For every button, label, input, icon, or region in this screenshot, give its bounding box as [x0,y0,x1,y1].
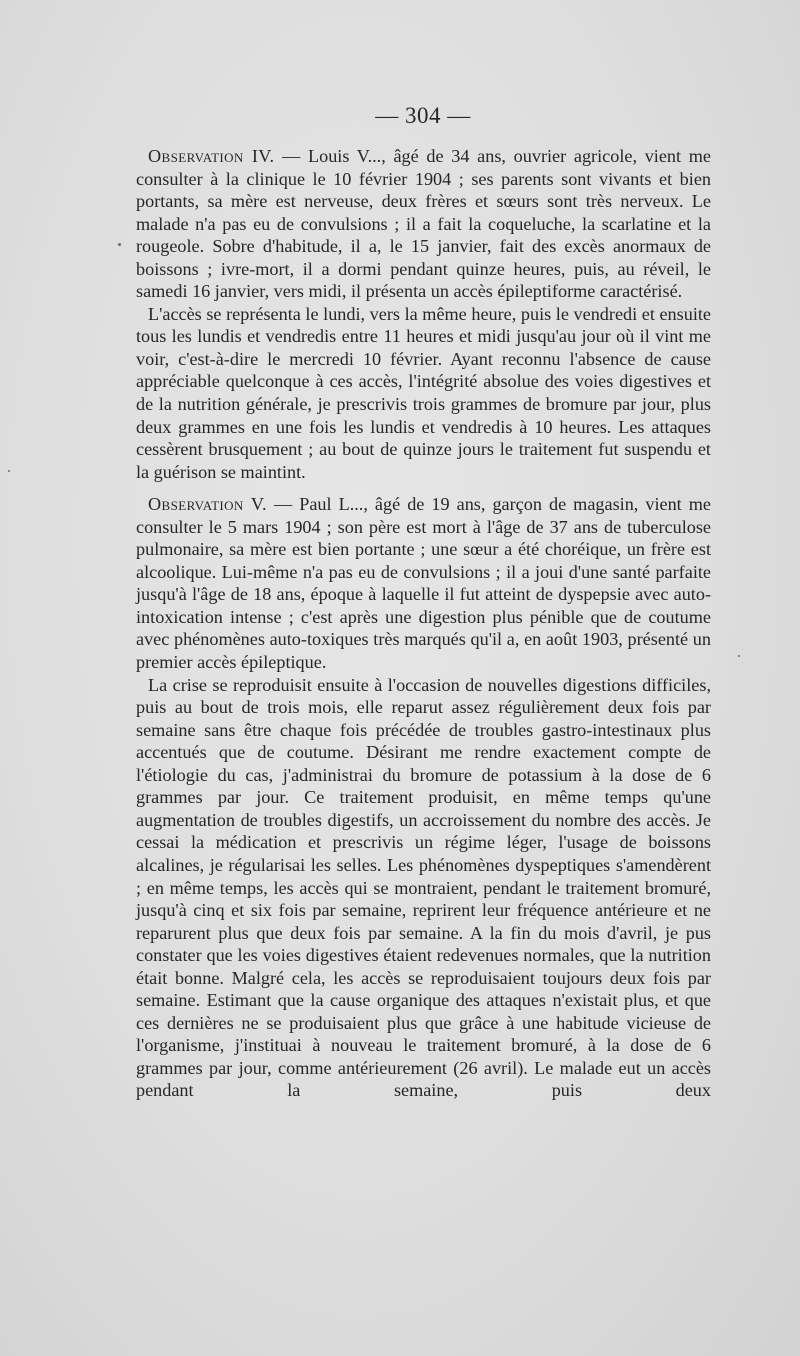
body-text [136,145,711,1102]
paper-speck [8,470,10,472]
observation-v-paragraph-2: La crise se reproduisit ensuite à l'occasion de nouvelles digestions difficiles, puis au bout de trois mois, elle reparut assez régulièrement deux fois par semaine sans être chaque fois précédée de troubles gastro-intestinaux plus accentués que de coutume. Désirant me rendre exactement compte de l'étiologie du cas, j'administrai du bromure de potassium à la dose de 6 grammes par jour. Ce traitement produisit, en même temps qu'une augmentation de troubles digestifs, un accroissement du nombre des accès. Je cessai la médication et prescrivis un régime léger, l'usage de boissons alcalines, je régularisai les selles. Les phénomènes dyspeptiques s'amendèrent ; en même temps, les accès qui se montraient, pendant le traitement bromuré, jusqu'à cinq et six fois par semaine, reprirent leur fréquence antérieure et ne reparurent plus que deux fois par semaine. A la fin du mois d'avril, je pus constater que les voies digestives étaient redevenues normales, que la nutrition était bonne. Malgré cela, les accès se reproduisaient toujours deux fois par semaine. Estimant que la cause organique des attaques n'existait plus, et que ces dernières ne se produisaient plus que grâce à une habitude vicieuse de l'organisme, j'instituai à nouveau le traitement bromuré, à la dose de 6 grammes par jour, comme antérieurement (26 avril). Le malade eut un accès pendant la semaine, puis deux [136,674,711,1101]
observation-v-text-1: — Paul L..., âgé de 19 ans, garçon de magasin, vient me consulter le 5 mars 1904 ; son père est mort à l'âge de 37 ans de tuberculose pulmonaire, sa mère est bien portante ; une sœur a été choréique, un frère est alcoolique. Lui-même n'a pas eu de convulsions ; il a joui d'une santé parfaite jusqu'à l'âge de 18 ans, époque à laquelle il fut atteint de dyspepsie avec auto-intoxication intense ; c'est après une digestion plus pénible que de coutume avec phénomènes auto-toxiques très marqués qu'il a, en août 1903, présenté un premier accès épileptique. [136,494,711,673]
observation-iv-text-1: — Louis V..., âgé de 34 ans, ouvrier agricole, vient me consulter à la clinique le 10 février 1904 ; ses parents sont vivants et bien portants, sa mère est nerveuse, deux frères et sœurs sont très nerveux. Le malade n'a pas eu de convulsions ; il a fait la coqueluche, la scarlatine et la rougeole. Sobre d'habitude, il a, le 15 janvier, fait des excès anormaux de boissons ; ivre-mort, il a dormi pendant quinze heures, puis, au réveil, le samedi 16 janvier, vers midi, il présenta un accès épileptiforme caractérisé. [136,146,711,302]
observation-iv-paragraph-2: L'accès se représenta le lundi, vers la même heure, puis le vendredi et ensuite tous les lundis et vendredis entre 11 heures et midi jusqu'au jour où il vint me voir, c'est-à-dire le mercredi 10 février. Ayant reconnu l'absence de cause appréciable quelconque à ces accès, l'intégrité absolue des voies digestives et de la nutrition générale, je prescrivis trois grammes de bromure par jour, plus deux grammes en une fois les lundis et vendredis à 10 heures. Les attaques cessèrent brusquement ; au bout de quinze jours le traitement fut suspendu et la guérison se maintint. [136,303,711,482]
observation-iv-paragraph-1 [136,145,711,303]
observation-v-paragraph-1 [136,493,711,673]
page-number: — 304 — [375,103,471,128]
paper-speck [738,655,740,657]
observation-v-heading: Observation V. [148,494,267,515]
observation-iv-heading: Observation IV. [148,146,275,166]
paper-speck [118,243,121,246]
